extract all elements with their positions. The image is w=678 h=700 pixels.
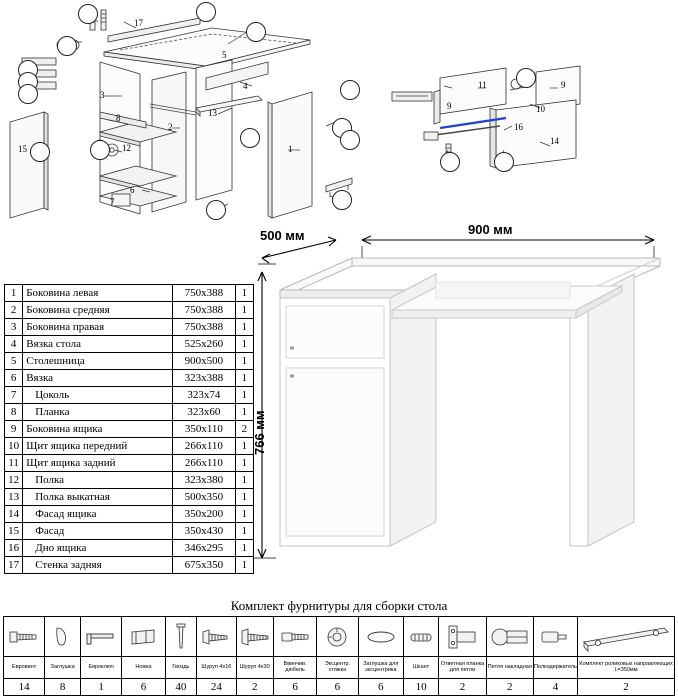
- hardware-qty: 24: [197, 679, 236, 696]
- exploded-diagram: [0, 0, 678, 232]
- part-qty: 1: [235, 472, 253, 489]
- hardware-icon-cell: [486, 617, 533, 657]
- hardware-label: Гвоздь: [165, 657, 197, 679]
- part-qty: 1: [235, 319, 253, 336]
- hardware-label: Евроключ: [80, 657, 121, 679]
- desk-svg: [240, 230, 678, 580]
- hardware-label: Шкант: [403, 657, 438, 679]
- part-no: 8: [5, 404, 23, 421]
- table-row: [5, 506, 254, 523]
- part-no: 7: [5, 387, 23, 404]
- part-qty: 1: [235, 353, 253, 370]
- hardware-icon-cell: [403, 617, 438, 657]
- hardware-icon-cell: [165, 617, 197, 657]
- hardware-icon-cell: [122, 617, 165, 657]
- parts-list-body: [5, 285, 254, 574]
- part-name: Столешница: [23, 353, 173, 370]
- callout-bubble: [440, 152, 460, 172]
- part-size: 266х110: [173, 455, 236, 472]
- hardware-table: [3, 616, 675, 696]
- callout-bubble: [340, 80, 360, 100]
- part-no: 15: [5, 523, 23, 540]
- exploded-label-5: 5: [222, 50, 227, 60]
- part-size: 346х295: [173, 540, 236, 557]
- part-size: 323х74: [173, 387, 236, 404]
- table-row: [5, 540, 254, 557]
- exploded-label-4: 4: [243, 81, 248, 91]
- table-row: [5, 336, 254, 353]
- part-no: 2: [5, 302, 23, 319]
- exploded-label-17: 17: [134, 18, 143, 28]
- wooden-dowel-icon: [404, 618, 438, 656]
- table-row: [5, 421, 254, 438]
- part-qty: 1: [235, 557, 253, 574]
- hardware-icon-cell: [80, 617, 121, 657]
- part-no: 3: [5, 319, 23, 336]
- callout-bubble: [78, 4, 98, 24]
- cam-lock-icon: [317, 618, 357, 656]
- hardware-icon-cell: [578, 617, 675, 657]
- exploded-label-6: 6: [130, 185, 135, 195]
- part-qty: 1: [235, 404, 253, 421]
- callout-bubble: [196, 2, 216, 22]
- hardware-qty: 8: [45, 679, 81, 696]
- part-qty: 1: [235, 387, 253, 404]
- exploded-label-2: 2: [168, 122, 173, 132]
- table-row: [5, 285, 254, 302]
- part-name: Боковина ящика: [23, 421, 173, 438]
- callout-bubble: [494, 152, 514, 172]
- hardware-label: Ввинчив. дюбель: [273, 657, 316, 679]
- part-no: 13: [5, 489, 23, 506]
- part-qty: 2: [235, 421, 253, 438]
- hardware-label: Эксцентр. стяжка: [317, 657, 358, 679]
- hardware-qty: 2: [439, 679, 486, 696]
- part-no: 5: [5, 353, 23, 370]
- callout-bubble: [90, 140, 110, 160]
- hardware-qty: 6: [273, 679, 316, 696]
- width-dimension-label: 900 мм: [468, 222, 513, 237]
- part-qty: 1: [235, 336, 253, 353]
- part-size: 500х350: [173, 489, 236, 506]
- exploded-label-12: 12: [122, 143, 131, 153]
- callout-bubble: [332, 190, 352, 210]
- exploded-label-14: 14: [550, 136, 559, 146]
- table-row: [5, 302, 254, 319]
- part-no: 11: [5, 455, 23, 472]
- part-size: 350х430: [173, 523, 236, 540]
- callout-bubble: [57, 36, 77, 56]
- exploded-label-16: 16: [514, 122, 523, 132]
- table-row: [5, 557, 254, 574]
- part-size: 750х388: [173, 302, 236, 319]
- part-name: Вязка: [23, 370, 173, 387]
- callout-bubble: [340, 130, 360, 150]
- hardware-qty: 2: [486, 679, 533, 696]
- part-qty: 1: [235, 523, 253, 540]
- part-size: 525х260: [173, 336, 236, 353]
- part-qty: 1: [235, 302, 253, 319]
- part-no: 4: [5, 336, 23, 353]
- hinge-plate-icon: [439, 618, 485, 656]
- hardware-icon-cell: [273, 617, 316, 657]
- part-qty: 1: [235, 455, 253, 472]
- part-size: 323х60: [173, 404, 236, 421]
- table-row: [5, 489, 254, 506]
- table-row: [5, 319, 254, 336]
- part-size: 323х380: [173, 472, 236, 489]
- hardware-label: Ответная планка для петли: [439, 657, 486, 679]
- part-no: 17: [5, 557, 23, 574]
- hardware-label: Шуруп 4х30: [236, 657, 273, 679]
- part-qty: 1: [235, 438, 253, 455]
- shelf-support-icon: [534, 618, 574, 656]
- part-no: 6: [5, 370, 23, 387]
- hardware-qty: 2: [236, 679, 273, 696]
- hardware-qty: 10: [403, 679, 438, 696]
- part-name: Полка: [23, 472, 173, 489]
- exploded-label-15: 15: [18, 144, 27, 154]
- furniture-leg-icon: [122, 618, 164, 656]
- part-name: Вязка стола: [23, 336, 173, 353]
- callout-bubble: [240, 128, 260, 148]
- exploded-label-9-right: 9: [561, 80, 566, 90]
- overlay-hinge-icon: [487, 618, 533, 656]
- exploded-label-8: 8: [116, 113, 121, 123]
- part-name: Планка: [23, 404, 173, 421]
- part-size: 266х110: [173, 438, 236, 455]
- part-name: Щит ящика задний: [23, 455, 173, 472]
- hardware-qty: 6: [317, 679, 358, 696]
- hardware-label: Заглушка для эксцентрика: [358, 657, 403, 679]
- hardware-icon-cell: [533, 617, 577, 657]
- finished-desk-view: [240, 222, 678, 580]
- hardware-icon-cell: [358, 617, 403, 657]
- hardware-icon-cell: [4, 617, 45, 657]
- hardware-label: Комплект роликовых направляющих L=350мм: [578, 657, 675, 679]
- part-name: Стенка задняя: [23, 557, 173, 574]
- hardware-qty: 4: [533, 679, 577, 696]
- hardware-qty: 2: [578, 679, 675, 696]
- hardware-label: Заглушка: [45, 657, 81, 679]
- part-no: 16: [5, 540, 23, 557]
- part-no: 1: [5, 285, 23, 302]
- table-row: [5, 387, 254, 404]
- euro-key-icon: [81, 618, 121, 656]
- hardware-label: Петля накладная: [486, 657, 533, 679]
- part-size: 750х388: [173, 319, 236, 336]
- hardware-icon-cell: [439, 617, 486, 657]
- hardware-labels-row: [4, 657, 675, 679]
- part-size: 750х388: [173, 285, 236, 302]
- part-name: Боковина правая: [23, 319, 173, 336]
- parts-list-table: [4, 284, 254, 574]
- part-name: Цоколь: [23, 387, 173, 404]
- callout-bubble: [30, 142, 50, 162]
- drawer-slide-set-icon: [578, 618, 674, 656]
- hardware-label: Шуруп 4х16: [197, 657, 236, 679]
- table-row: [5, 472, 254, 489]
- cam-cover-icon: [359, 618, 403, 656]
- screw-euro-icon: [4, 618, 44, 656]
- cap-plug-icon: [45, 618, 79, 656]
- hardware-qty: 6: [122, 679, 165, 696]
- callout-bubble: [206, 200, 226, 220]
- exploded-label-11: 11: [478, 80, 487, 90]
- part-qty: 1: [235, 489, 253, 506]
- hardware-icon-cell: [45, 617, 81, 657]
- hardware-icon-cell: [317, 617, 358, 657]
- part-qty: 1: [235, 540, 253, 557]
- part-size: 900х500: [173, 353, 236, 370]
- part-name: Полка выкатная: [23, 489, 173, 506]
- part-no: 14: [5, 506, 23, 523]
- table-row: [5, 370, 254, 387]
- table-row: [5, 438, 254, 455]
- callout-bubble: [18, 84, 38, 104]
- screw-4x30-icon: [237, 618, 273, 656]
- hardware-icon-cell: [197, 617, 236, 657]
- part-name: Фасад ящика: [23, 506, 173, 523]
- part-size: 350х200: [173, 506, 236, 523]
- hardware-label: Полкодержатель: [533, 657, 577, 679]
- part-name: Дно ящика: [23, 540, 173, 557]
- depth-dimension-label: 500 мм: [260, 228, 305, 243]
- part-name: Щит ящика передний: [23, 438, 173, 455]
- height-dimension-label: 766 мм: [252, 410, 267, 455]
- hardware-qty: 40: [165, 679, 197, 696]
- part-name: Боковина левая: [23, 285, 173, 302]
- part-no: 9: [5, 421, 23, 438]
- part-qty: 1: [235, 506, 253, 523]
- exploded-label-10: 10: [536, 104, 545, 114]
- part-size: 323х388: [173, 370, 236, 387]
- part-qty: 1: [235, 370, 253, 387]
- exploded-label-9-left: 9: [447, 101, 452, 111]
- hardware-label: Ножка: [122, 657, 165, 679]
- table-row: [5, 404, 254, 421]
- hardware-qty: 6: [358, 679, 403, 696]
- hardware-icons-row: [4, 617, 675, 657]
- exploded-label-13: 13: [208, 108, 217, 118]
- part-size: 350х110: [173, 421, 236, 438]
- exploded-label-3: 3: [100, 90, 105, 100]
- table-row: [5, 523, 254, 540]
- hardware-qty: 14: [4, 679, 45, 696]
- dowel-icon: [274, 618, 316, 656]
- part-name: Боковина средняя: [23, 302, 173, 319]
- part-size: 675х350: [173, 557, 236, 574]
- table-row: [5, 353, 254, 370]
- table-row: [5, 455, 254, 472]
- screw-4x16-icon: [197, 618, 235, 656]
- part-qty: 1: [235, 285, 253, 302]
- callout-bubble: [516, 68, 536, 88]
- part-name: Фасад: [23, 523, 173, 540]
- hardware-section-title: Комплект фурнитуры для сборки стола: [230, 598, 448, 613]
- hardware-icon-cell: [236, 617, 273, 657]
- exploded-label-7: 7: [110, 197, 115, 207]
- part-no: 10: [5, 438, 23, 455]
- part-no: 12: [5, 472, 23, 489]
- hardware-qty-row: [4, 679, 675, 696]
- hardware-qty: 1: [80, 679, 121, 696]
- hardware-label: Евровинт: [4, 657, 45, 679]
- nail-icon: [166, 618, 196, 656]
- callout-bubble: [246, 22, 266, 42]
- exploded-label-1: 1: [288, 144, 293, 154]
